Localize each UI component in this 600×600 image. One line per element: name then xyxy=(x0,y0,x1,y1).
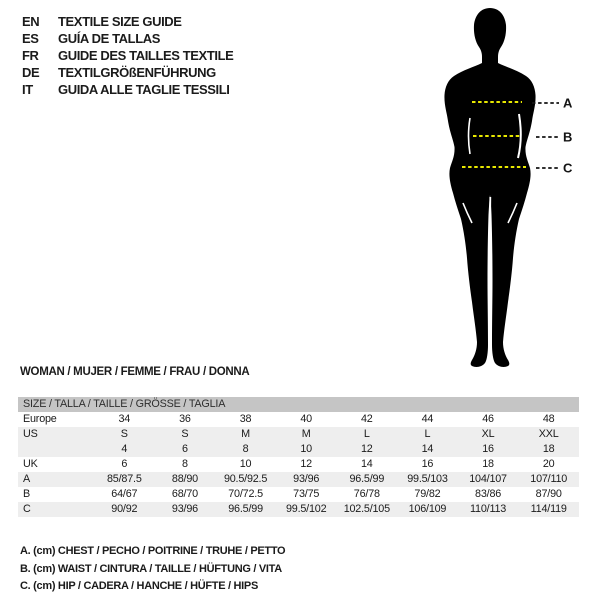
table-cell: 14 xyxy=(421,443,434,455)
table-cell: 76/78 xyxy=(353,488,380,500)
language-title: GUÍA DE TALLAS xyxy=(58,31,161,46)
table-cell: 8 xyxy=(242,443,249,455)
language-row-it xyxy=(22,81,233,98)
table-cell: 4 xyxy=(121,443,128,455)
table-cell: 42 xyxy=(361,413,373,425)
table-cell: 14 xyxy=(361,458,373,470)
row-label: UK xyxy=(23,458,38,470)
table-cell: 12 xyxy=(300,458,312,470)
table-cell: 114/119 xyxy=(530,503,567,515)
measurement-legend xyxy=(20,543,285,596)
language-title: GUIDA ALLE TAGLIE TESSILI xyxy=(58,82,230,97)
table-cell: 90/92 xyxy=(111,503,138,515)
table-cell: 104/107 xyxy=(469,473,507,485)
table-cell: 18 xyxy=(542,443,555,455)
table-cell: 36 xyxy=(179,413,191,425)
table-cell: 110/113 xyxy=(470,503,507,515)
table-cell: 90.5/92.5 xyxy=(223,473,268,485)
table-row-waist xyxy=(18,487,579,502)
table-cell: S xyxy=(181,428,189,440)
table-cell: L xyxy=(424,428,431,440)
table-cell: 106/109 xyxy=(408,503,447,515)
table-cell: 48 xyxy=(542,413,555,425)
size-table-header: SIZE / TALLA / TAILLE / GRÖSSE / TAGLIA xyxy=(18,397,579,412)
table-cell: 87/90 xyxy=(535,488,562,500)
table-cell: XXL xyxy=(538,428,559,440)
table-cell: 93/96 xyxy=(293,473,320,485)
table-cell: M xyxy=(241,428,250,440)
table-row-europe xyxy=(18,412,579,427)
table-cell: 16 xyxy=(421,458,434,470)
table-cell: M xyxy=(301,428,311,440)
table-cell: L xyxy=(363,428,370,440)
size-table xyxy=(18,397,579,517)
language-title: GUIDE DES TAILLES TEXTILE xyxy=(58,48,234,63)
table-cell: 34 xyxy=(118,413,131,425)
language-code: IT xyxy=(22,82,33,97)
language-row-es xyxy=(22,30,233,47)
table-row-hip xyxy=(18,502,579,517)
table-cell: 10 xyxy=(300,443,312,455)
table-cell: 79/82 xyxy=(414,488,441,500)
table-cell: 6 xyxy=(121,458,128,470)
table-cell: 102.5/105 xyxy=(343,503,390,515)
table-cell: 96.5/99 xyxy=(349,473,385,485)
row-label: C xyxy=(23,503,31,515)
table-cell: XL xyxy=(481,428,495,440)
table-row-uk xyxy=(18,457,579,472)
table-cell: 73/75 xyxy=(293,488,320,500)
table-cell: 46 xyxy=(482,413,494,425)
language-code: ES xyxy=(22,31,39,46)
language-row-de xyxy=(22,64,233,81)
language-code: FR xyxy=(22,48,39,63)
measure-label-chest: A xyxy=(563,95,573,111)
table-cell: 44 xyxy=(421,413,434,425)
table-cell: 99.5/102 xyxy=(285,503,327,515)
table-cell: 10 xyxy=(239,458,252,470)
row-label: A xyxy=(23,473,31,485)
table-row-us-numbers xyxy=(18,442,579,457)
row-label: B xyxy=(23,488,31,500)
table-cell: S xyxy=(120,428,128,440)
table-cell: 38 xyxy=(239,413,252,425)
language-row-fr xyxy=(22,47,233,64)
table-row-chest xyxy=(18,472,579,487)
table-cell: 107/110 xyxy=(530,473,568,485)
row-label: US xyxy=(23,428,38,440)
row-label xyxy=(18,442,94,457)
table-cell: 83/86 xyxy=(475,488,502,500)
table-cell: 20 xyxy=(542,458,555,470)
table-cell: 40 xyxy=(300,413,312,425)
woman-silhouette-figure xyxy=(400,0,600,380)
legend-line-hip: C. (cm) HIP / CADERA / HANCHE / HÜFTE / HIPS xyxy=(20,580,258,592)
gender-title: WOMAN / MUJER / FEMME / FRAU / DONNA xyxy=(20,366,250,378)
table-cell: 85/87.5 xyxy=(107,473,142,485)
legend-line-waist: B. (cm) WAIST / CINTURA / TAILLE / HÜFTUNG / VITA xyxy=(20,562,282,575)
measure-label-hip: C xyxy=(563,160,573,176)
row-label: Europe xyxy=(23,413,57,425)
language-row-en xyxy=(22,13,233,30)
legend-line-chest: A. (cm) CHEST / PECHO / POITRINE / TRUHE / PETTO xyxy=(20,545,286,557)
language-title: TEXTILGRÖßENFÜHRUNG xyxy=(58,65,216,80)
table-row-us-letters xyxy=(18,427,579,442)
table-cell: 18 xyxy=(482,458,494,470)
language-code: DE xyxy=(22,65,40,80)
language-title: TEXTILE SIZE GUIDE xyxy=(58,14,182,29)
table-cell: 64/67 xyxy=(111,488,138,500)
language-code: EN xyxy=(22,14,40,29)
table-cell: 16 xyxy=(482,443,494,455)
language-title-block xyxy=(22,13,233,98)
table-cell: 6 xyxy=(182,443,188,455)
table-cell: 96.5/99 xyxy=(228,503,263,515)
table-cell: 93/96 xyxy=(171,503,198,515)
table-cell: 88/90 xyxy=(171,473,198,485)
table-cell: 99.5/103 xyxy=(407,473,448,485)
table-cell: 8 xyxy=(182,458,188,470)
measure-label-waist: B xyxy=(563,129,573,145)
table-cell: 70/72.5 xyxy=(228,488,263,500)
table-cell: 68/70 xyxy=(171,488,198,500)
table-cell: 12 xyxy=(361,443,373,455)
